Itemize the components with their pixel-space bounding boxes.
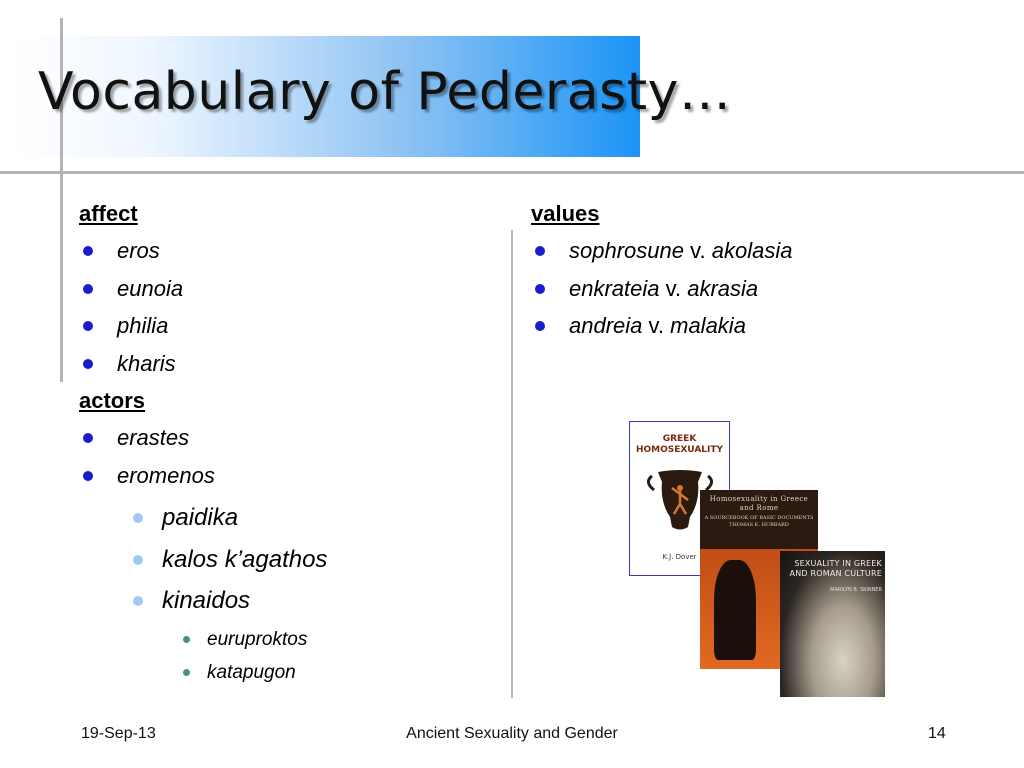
value-term: enkrateia <box>569 275 660 301</box>
versus-label: v. <box>690 238 706 263</box>
value-opposite-term: akrasia <box>687 275 759 301</box>
section-heading-values: values <box>531 201 600 226</box>
title-divider-rule <box>0 171 1024 174</box>
column-divider <box>511 230 513 698</box>
sublist-item-kalos-kagathos: kalos k’agathos <box>79 545 499 587</box>
list-item-kharis: kharis <box>79 351 499 389</box>
list-item-erastes: erastes <box>79 425 499 463</box>
value-term: sophrosune <box>569 238 684 263</box>
section-heading-affect: affect <box>79 201 138 226</box>
list-item-eromenos: eromenos <box>79 463 499 501</box>
list-item-eunoia: eunoia <box>79 276 499 314</box>
versus-label: v. <box>648 313 664 338</box>
book-author: K.J. Dover <box>662 553 697 561</box>
value-opposite-term: malakia <box>670 313 746 338</box>
book-cover-sexuality-greek-roman-culture <box>780 551 885 697</box>
book-subtitle: A SOURCEBOOK OF BASIC DOCUMENTS THOMAS K. HUBBARD <box>704 515 814 528</box>
subsublist-item-euruproktos: euruproktos <box>79 628 499 661</box>
section-heading-actors: actors <box>79 388 146 413</box>
book-title: Homosexuality in Greece and Rome <box>709 495 809 512</box>
slide-title: Vocabulary of Pederasty… <box>38 62 732 122</box>
values-item-andreia <box>531 313 991 351</box>
value-opposite-term: akolasia <box>711 238 793 263</box>
value-term: andreia <box>569 313 643 338</box>
book-author: MARILYN B. SKINNER <box>830 587 882 593</box>
footer-page-number: 14 <box>928 725 946 742</box>
red-figure-painting-illustration <box>714 560 756 660</box>
footer-date: 19-Sep-13 <box>81 725 156 742</box>
book-title: SEXUALITY IN GREEK AND ROMAN CULTURE <box>789 559 882 578</box>
list-item-philia: philia <box>79 313 499 351</box>
right-column <box>531 201 991 351</box>
list-item-eros: eros <box>79 238 499 276</box>
sublist-item-paidika: paidika <box>79 503 499 545</box>
subsublist-item-katapugon: katapugon <box>79 661 499 694</box>
footer-title: Ancient Sexuality and Gender <box>406 725 618 742</box>
book-title: GREEK HOMOSEXUALITY <box>635 434 724 455</box>
values-item-enkrateia <box>531 276 991 314</box>
values-item-sophrosune <box>531 238 991 276</box>
sublist-item-kinaidos: kinaidos <box>79 586 499 628</box>
versus-label: v. <box>665 275 682 301</box>
left-column <box>79 201 499 694</box>
